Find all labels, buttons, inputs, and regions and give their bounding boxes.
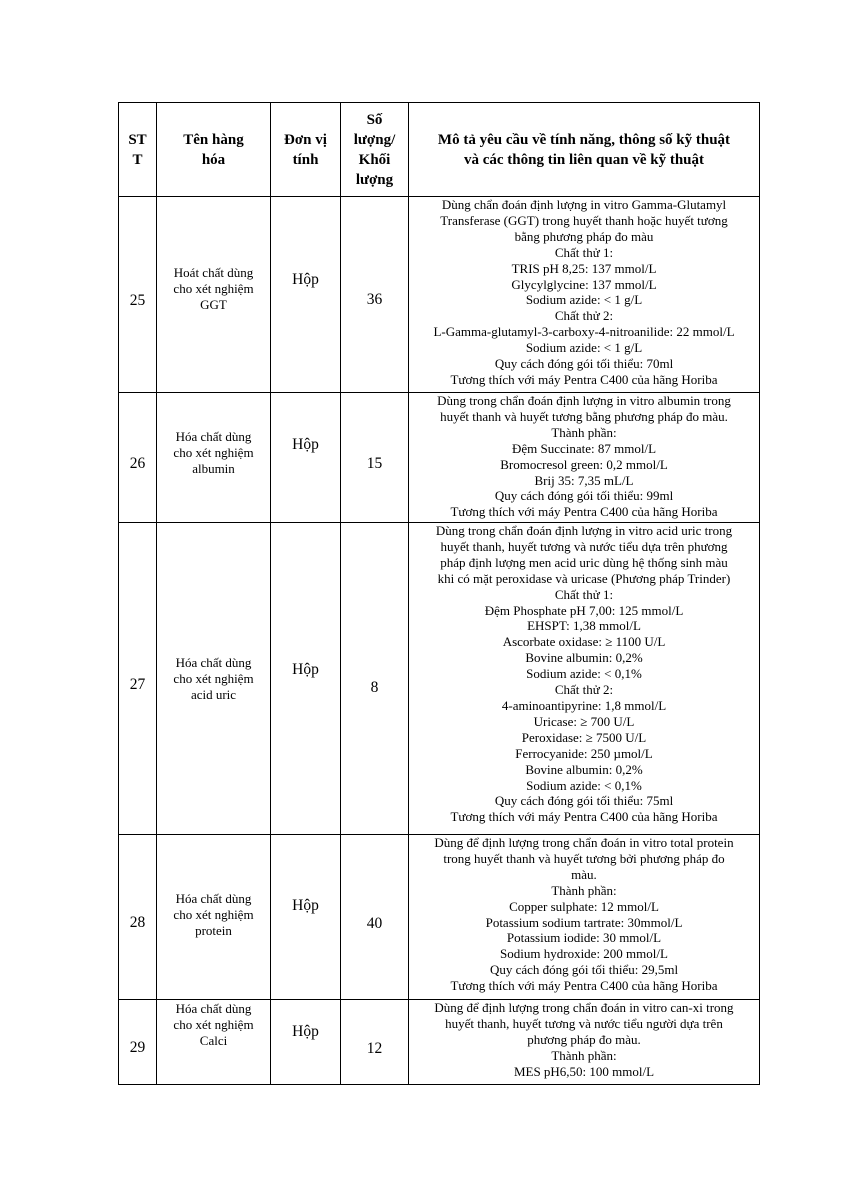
row-unit: Hộp [271, 197, 341, 393]
table-row [119, 835, 760, 1000]
table-row [119, 197, 760, 393]
header-name: Tên hàng hóa [157, 103, 271, 197]
row-description: Dùng trong chẩn đoán định lượng in vitro acid uric trong huyết thanh, huyết tương và nước tiểu dựa trên phương pháp định lượng men acid uric dùng hệ thống sinh màu khi có mặt peroxidase và uricase (Phương pháp Trinder) Chất thử 1: Đệm Phosphate pH 7,00: 125 mmol/L EHSPT: 1,38 mmol/L Ascorbate oxidase: ≥ 1100 U/L Bovine albumin: 0,2% Sodium azide: < 0,1% Chất thử 2: 4-aminoantipyrine: 1,8 mmol/L Uricase: ≥ 700 U/L Peroxidase: ≥ 7500 U/L Ferrocyanide: 250 µmol/L Bovine albumin: 0,2% Sodium azide: < 0,1% Quy cách đóng gói tối thiểu: 75ml Tương thích với máy Pentra C400 của hãng Horiba [409, 523, 760, 835]
header-row [119, 103, 760, 197]
row-item-name: Hóa chất dùng cho xét nghiệm Calci [157, 1000, 271, 1085]
row-quantity: 40 [341, 835, 409, 1000]
table-row [119, 523, 760, 835]
header-unit: Đơn vị tính [271, 103, 341, 197]
table-row [119, 1000, 760, 1085]
row-description: Dùng trong chẩn đoán định lượng in vitro albumin trong huyết thanh và huyết tương bằng phương pháp đo màu. Thành phần: Đệm Succinate: 87 mmol/L Bromocresol green: 0,2 mmol/L Brij 35: 7,35 mL/L Quy cách đóng gói tối thiểu: 99ml Tương thích với máy Pentra C400 của hãng Horiba [409, 393, 760, 523]
row-description: Dùng chẩn đoán định lượng in vitro Gamma-Glutamyl Transferase (GGT) trong huyết thanh hoặc huyết tương bằng phương pháp đo màu Chất thử 1: TRIS pH 8,25: 137 mmol/L Glycylglycine: 137 mmol/L Sodium azide: < 1 g/L Chất thử 2: L-Gamma-glutamyl-3-carboxy-4-nitroanilide: 22 mmol/L Sodium azide: < 1 g/L Quy cách đóng gói tối thiểu: 70ml Tương thích với máy Pentra C400 của hãng Horiba [409, 197, 760, 393]
row-description: Dùng để định lượng trong chẩn đoán in vitro can-xi trong huyết thanh, huyết tương và nước tiểu người dựa trên phương pháp đo màu. Thành phần: MES pH6,50: 100 mmol/L [409, 1000, 760, 1085]
row-stt: 29 [119, 1000, 157, 1085]
row-item-name: Hóa chất dùng cho xét nghiệm acid uric [157, 523, 271, 835]
header-qty: Số lượng/ Khối lượng [341, 103, 409, 197]
table-row [119, 393, 760, 523]
row-unit: Hộp [271, 1000, 341, 1085]
row-quantity: 8 [341, 523, 409, 835]
row-quantity: 12 [341, 1000, 409, 1085]
row-item-name: Hóa chất dùng cho xét nghiệm albumin [157, 393, 271, 523]
header-description: Mô tả yêu cầu về tính năng, thông số kỹ thuật và các thông tin liên quan về kỹ thuật [409, 103, 760, 197]
row-stt: 26 [119, 393, 157, 523]
specification-table [118, 102, 760, 1085]
row-description: Dùng để định lượng trong chẩn đoán in vitro total protein trong huyết thanh và huyết tương bởi phương pháp đo màu. Thành phần: Copper sulphate: 12 mmol/L Potassium sodium tartrate: 30mmol/L Potassium iodide: 30 mmol/L Sodium hydroxide: 200 mmol/L Quy cách đóng gói tối thiểu: 29,5ml Tương thích với máy Pentra C400 của hãng Horiba [409, 835, 760, 1000]
row-quantity: 36 [341, 197, 409, 393]
row-stt: 28 [119, 835, 157, 1000]
header-stt: ST T [119, 103, 157, 197]
row-unit: Hộp [271, 835, 341, 1000]
row-unit: Hộp [271, 523, 341, 835]
row-stt: 25 [119, 197, 157, 393]
row-unit: Hộp [271, 393, 341, 523]
row-stt: 27 [119, 523, 157, 835]
row-item-name: Hoát chất dùng cho xét nghiệm GGT [157, 197, 271, 393]
row-quantity: 15 [341, 393, 409, 523]
row-item-name: Hóa chất dùng cho xét nghiệm protein [157, 835, 271, 1000]
